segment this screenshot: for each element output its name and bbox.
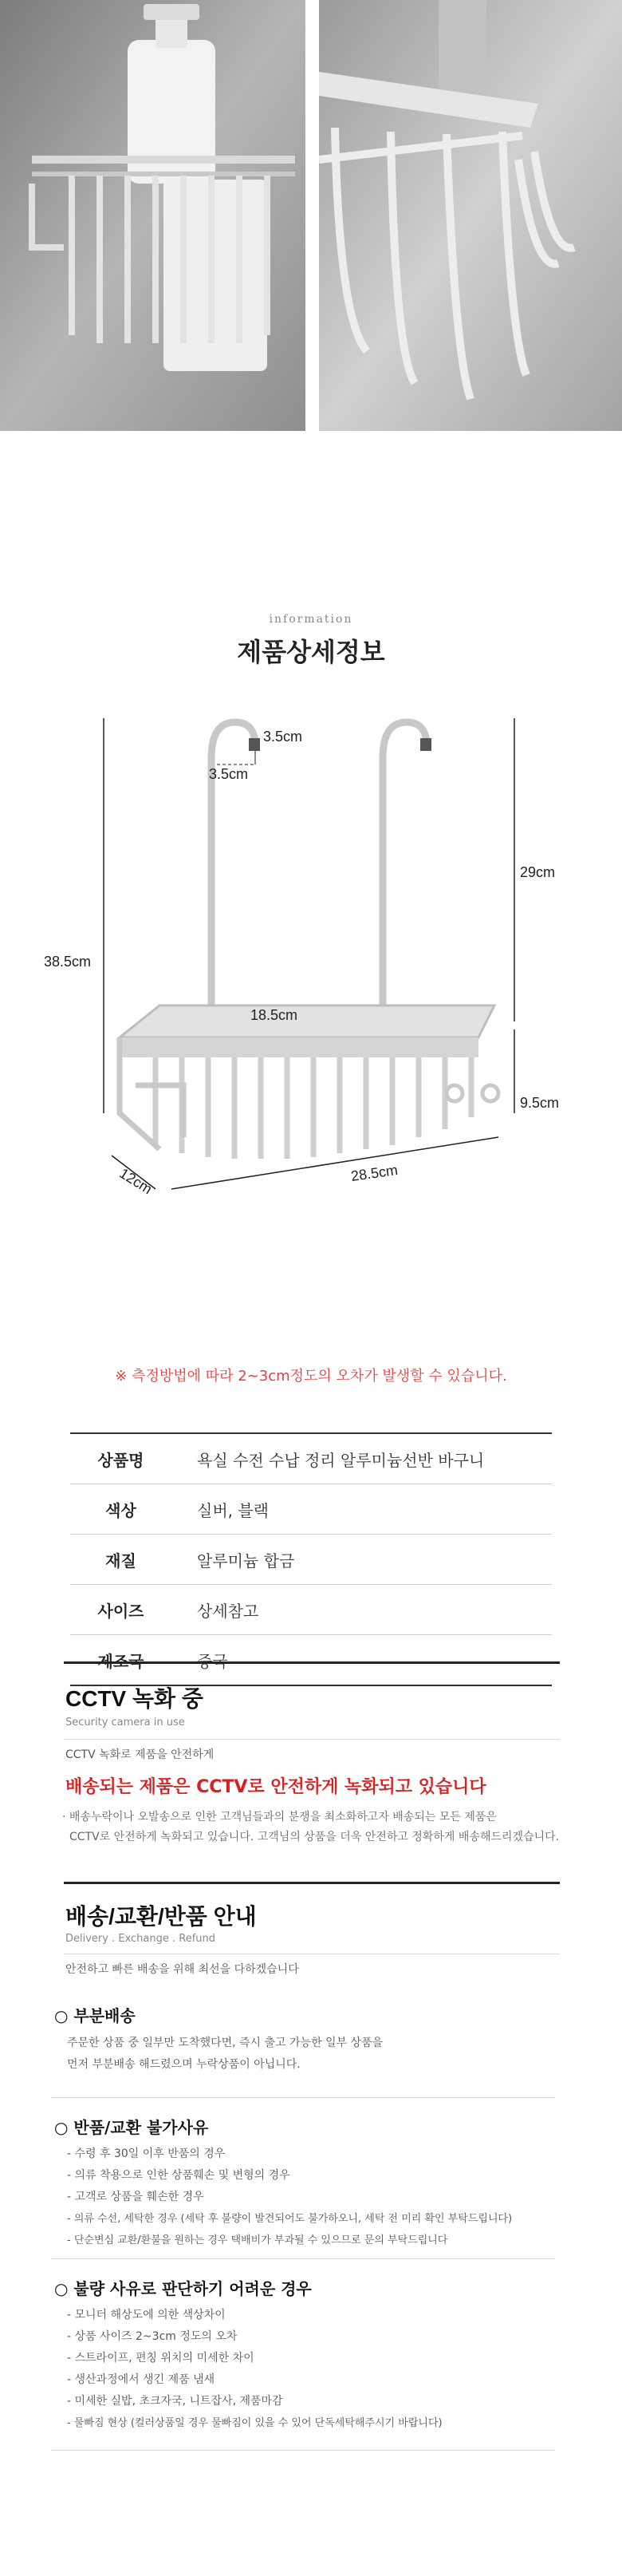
right-hook-cap [420,738,431,751]
info-title: 제품상세정보 [237,637,385,667]
right-hook [383,722,427,1006]
spec-value: 중국 [171,1635,552,1686]
shipping-section-head: ○ 반품/교환 불가사유 [54,2118,209,2137]
shipping-line: - 생산과정에서 생긴 제품 냄새 [67,2373,215,2386]
shipping-title: 배송/교환/반품 안내 [65,1904,257,1929]
section-rule [51,2450,555,2451]
spec-row [70,1433,552,1484]
spec-key: 제조국 [70,1635,171,1686]
product-photo-left [0,0,305,431]
cctv-body-line: · 배송누락이나 오발송으로 인한 고객님들과의 분쟁을 최소화하고자 배송되는 모든 제품은 [62,1811,497,1823]
shipping-line: - 스트라이프, 편칭 위치의 미세한 차이 [67,2352,254,2365]
shipping-line: - 수령 후 30일 이후 반품의 경우 [67,2147,226,2160]
shipping-line: - 의류 수선, 세탁한 경우 (세탁 후 불량이 발견되어도 불가하오니, 세탁 전 미리 확인 부탁드립니다) [67,2213,513,2225]
product-photo-right-illustration [319,0,622,431]
shipping-subtitle: Delivery . Exchange . Refund [65,1933,216,1945]
product-photo-left-illustration [0,0,305,431]
cctv-body-line: CCTV로 안전하게 녹화되고 있습니다. 고객님의 상품을 더욱 안전하고 정확하게 배송해드리겠습니다. [69,1831,560,1843]
shipping-line: - 의류 착용으로 인한 상품훼손 및 변형의 경우 [67,2169,290,2182]
dim-length: 28.5cm [349,1161,400,1185]
cctv-body [62,1808,565,1847]
spec-value: 알루미늄 합금 [171,1535,552,1585]
dim-total-height: 38.5cm [44,954,92,970]
photo-gap [305,0,319,431]
shipping-top-border [64,1882,560,1884]
shipping-line: - 단순변심 교환/환불을 원하는 경우 택배비가 부과될 수 있으므로 문의 부탁드립니다 [67,2234,448,2246]
product-photo-right [319,0,622,431]
spec-value: 실버, 블랙 [171,1484,552,1535]
cctv-headline: 배송되는 제품은 CCTV로 안전하게 녹화되고 있습니다 [65,1777,486,1797]
spec-value: 욕실 수전 수납 정리 알루미늄선반 바구니 [171,1433,552,1484]
shipping-line: 먼저 부분배송 해드렸으며 누락상품이 아닙니다. [67,2058,301,2071]
dim-hook-height: 3.5cm [263,729,303,745]
shipping-section-body [67,2305,577,2434]
left-hook-cap [249,738,260,751]
dim-basket-height: 9.5cm [520,1095,560,1111]
basket-top [120,1006,494,1037]
measurement-note: ※ 측정방법에 따라 2~3cm정도의 오차가 발생할 수 있습니다. [115,1368,507,1385]
shipping-section-body [67,2143,577,2251]
basket-wires [156,1057,471,1159]
dim-depth: 12cm [116,1164,156,1198]
dim-hook-width: 3.5cm [209,766,249,782]
shipping-section-head: ○ 불량 사유로 판단하기 어려운 경우 [54,2279,312,2298]
spec-key: 사이즈 [70,1585,171,1635]
spec-table [70,1432,552,1686]
section-rule [51,2097,555,2098]
spec-row [70,1484,552,1535]
spec-key: 색상 [70,1484,171,1535]
dim-upper-height: 29cm [520,864,556,880]
shipping-line: - 미세한 실밥, 초크자국, 니트잡사, 제품마감 [67,2395,283,2408]
spec-value: 상세참고 [171,1585,552,1635]
section-rule [51,2258,555,2259]
cctv-title: CCTV 녹화 중 [65,1686,203,1711]
circle-icon: ○ [54,2279,74,2298]
spec-key: 상품명 [70,1433,171,1484]
cctv-divider [64,1739,560,1740]
spec-key: 재질 [70,1535,171,1585]
circle-icon: ○ [54,2118,74,2137]
dim-inner-width: 18.5cm [250,1007,298,1023]
shipping-line: - 물빠짐 현상 (컬러상품일 경우 물빠짐이 있을 수 있어 단독세탁해주시기 바랍니다) [67,2417,443,2429]
length-line [171,1137,498,1189]
shipping-line: - 상품 사이즈 2~3cm 정도의 오차 [67,2330,238,2343]
shipping-line: 주문한 상품 중 일부만 도착했다면, 즉시 출고 가능한 일부 상품을 [67,2037,384,2049]
cctv-subtitle: Security camera in use [65,1717,185,1729]
basket-rim [120,1037,478,1057]
spec-row [70,1585,552,1635]
dimension-diagram [0,702,622,1261]
circle-icon: ○ [54,2006,74,2025]
info-eyebrow: information [269,613,353,626]
shipping-desc: 안전하고 빠른 배송을 위해 최선을 다하겠습니다 [65,1963,299,1976]
spec-row [70,1535,552,1585]
shipping-section-head: ○ 부분배송 [54,2006,136,2025]
shipping-section-body [67,2033,383,2076]
shipping-line: - 고객로 상품을 훼손한 경우 [67,2191,204,2203]
cctv-desc: CCTV 녹화로 제품을 안전하게 [65,1748,215,1761]
shipping-line: - 모니터 해상도에 의한 색상차이 [67,2309,226,2321]
